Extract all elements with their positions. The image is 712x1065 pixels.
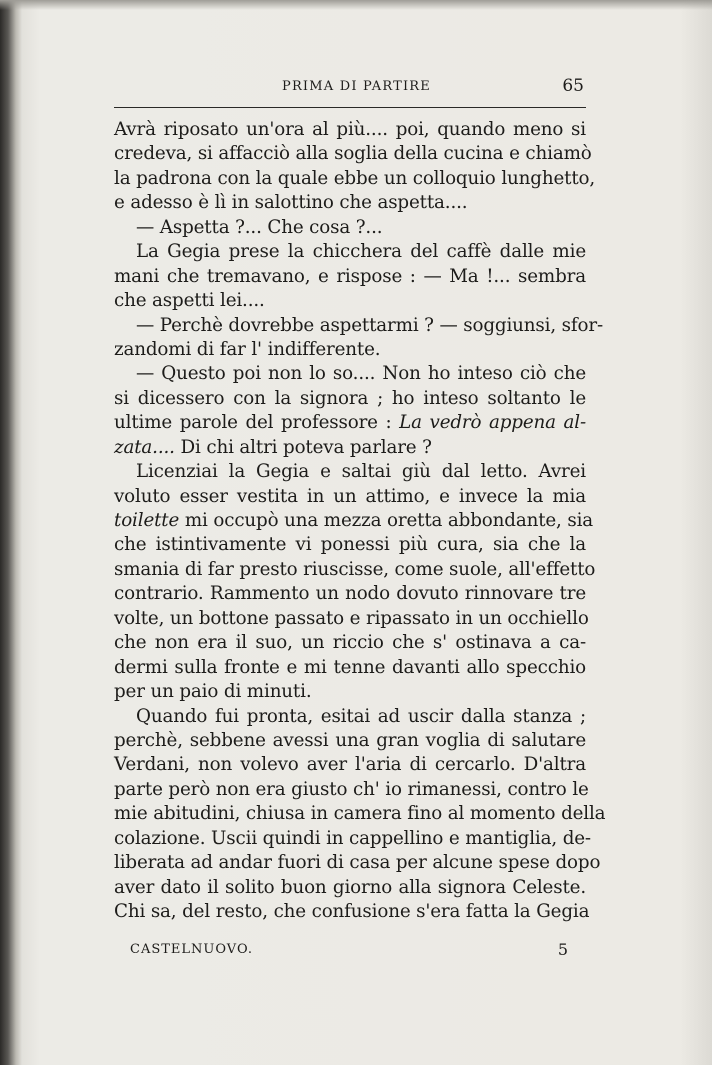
text-span: perchè, sebbene avessi una gran voglia di salutare xyxy=(114,729,586,751)
text-span: smania di far presto riuscisse, come suole, all'effetto xyxy=(114,558,596,580)
text-span: La Gegia prese la chicchera del caffè dalle mie xyxy=(136,241,586,263)
text-line xyxy=(114,900,590,924)
text-line xyxy=(114,142,592,166)
text-span: che istintivamente vi ponessi più cura, sia che la xyxy=(114,534,586,556)
text-line xyxy=(114,436,586,460)
text-span: ultime parole del professore : xyxy=(114,412,392,434)
text-span: Avrà riposato un'ora al più.... poi, quando meno si xyxy=(114,119,586,140)
text-line xyxy=(114,582,586,606)
text-span: voluto esser vestita in un attimo, e invece la mia xyxy=(114,485,586,507)
italic-span: zata.... xyxy=(114,436,175,458)
running-title: PRIMA DI PARTIRE xyxy=(282,79,431,94)
text-line xyxy=(114,509,594,533)
text-span: zandomi di far l' indifferente. xyxy=(114,338,381,360)
body-text xyxy=(114,118,606,924)
header-rule xyxy=(114,107,586,108)
italic-span: La vedrò appena al- xyxy=(399,412,586,434)
page-header xyxy=(114,76,586,100)
text-line xyxy=(114,607,589,631)
text-line xyxy=(114,265,586,289)
text-line xyxy=(114,656,586,680)
text-line xyxy=(114,118,586,142)
text-span: Di chi altri poteva parlare ? xyxy=(180,436,432,458)
text-span: liberata ad andar fuori di casa per alcune spese dopo xyxy=(114,852,601,874)
text-span: Verdani, non volevo aver l'aria di cercarlo. D'altra xyxy=(114,754,586,776)
text-line xyxy=(114,387,586,411)
text-span: e adesso è lì in salottino che aspetta.... xyxy=(114,192,468,214)
text-span: contrario. Rammento un nodo dovuto rinnovare tre xyxy=(114,583,586,605)
text-span: la padrona con la quale ebbe un colloquio lunghetto, xyxy=(114,167,596,189)
text-line xyxy=(114,631,586,655)
text-line xyxy=(114,705,586,729)
text-span: mie abitudini, chiusa in camera fino al momento della xyxy=(114,803,606,825)
text-line xyxy=(114,802,606,826)
text-line xyxy=(114,778,589,802)
text-line xyxy=(114,240,586,264)
text-line xyxy=(114,216,586,240)
text-line xyxy=(114,558,596,582)
text-line xyxy=(114,167,596,191)
italic-span: toilette xyxy=(114,510,180,531)
text-span: Chi sa, del resto, che confusione s'era fatta la Gegia xyxy=(114,901,590,922)
text-line xyxy=(114,362,586,386)
text-span: — Perchè dovrebbe aspettarmi ? — soggiunsi, sfor- xyxy=(136,314,603,336)
text-span: che aspetti lei.... xyxy=(114,290,265,312)
text-line xyxy=(114,680,586,704)
signature-number: 5 xyxy=(557,940,568,959)
text-line xyxy=(114,411,586,435)
page-footer xyxy=(130,942,570,964)
text-line xyxy=(114,289,586,313)
text-span: aver dato il solito buon giorno alla signora Celeste. xyxy=(114,876,586,898)
text-span: dermi sulla fronte e mi tenne davanti allo specchio xyxy=(114,656,586,678)
text-line xyxy=(114,485,586,509)
signature-mark: CASTELNUOVO. xyxy=(130,942,253,957)
text-span: Quando fui pronta, esitai ad uscir dalla stanza ; xyxy=(136,705,586,727)
text-span: mani che tremavano, e rispose : — Ma !... sembra xyxy=(114,265,586,287)
text-span: Licenziai la Gegia e saltai giù dal letto. Avrei xyxy=(136,461,586,483)
text-line xyxy=(114,729,586,753)
text-line xyxy=(114,753,586,777)
page-number: 65 xyxy=(562,76,584,96)
text-line xyxy=(114,533,586,557)
top-edge-shadow xyxy=(0,0,712,10)
text-line xyxy=(114,338,586,362)
book-spine-shadow xyxy=(0,0,22,1065)
text-span: che non era il suo, un riccio che s' ostinava a ca- xyxy=(114,632,586,654)
text-span: — Questo poi non lo so.... Non ho inteso ciò che xyxy=(136,363,586,385)
text-span: per un paio di minuti. xyxy=(114,681,312,703)
text-span: si dicessero con la signora ; ho inteso soltanto le xyxy=(114,387,586,409)
text-span: mi occupò una mezza oretta abbondante, sia xyxy=(184,510,594,531)
text-line xyxy=(114,314,603,338)
text-span: volte, un bottone passato e ripassato in un occhiello xyxy=(114,607,589,629)
text-line xyxy=(114,876,586,900)
text-line xyxy=(114,460,586,484)
text-line xyxy=(114,191,586,215)
text-line xyxy=(114,851,601,875)
text-line xyxy=(114,827,591,851)
text-span: credeva, si affacciò alla soglia della cucina e chiamò xyxy=(114,143,592,165)
text-span: colazione. Uscii quindi in cappellino e mantiglia, de- xyxy=(114,827,591,849)
text-span: parte però non era giusto ch' io rimanessi, contro le xyxy=(114,778,589,800)
text-span: — Aspetta ?... Che cosa ?... xyxy=(136,216,383,238)
